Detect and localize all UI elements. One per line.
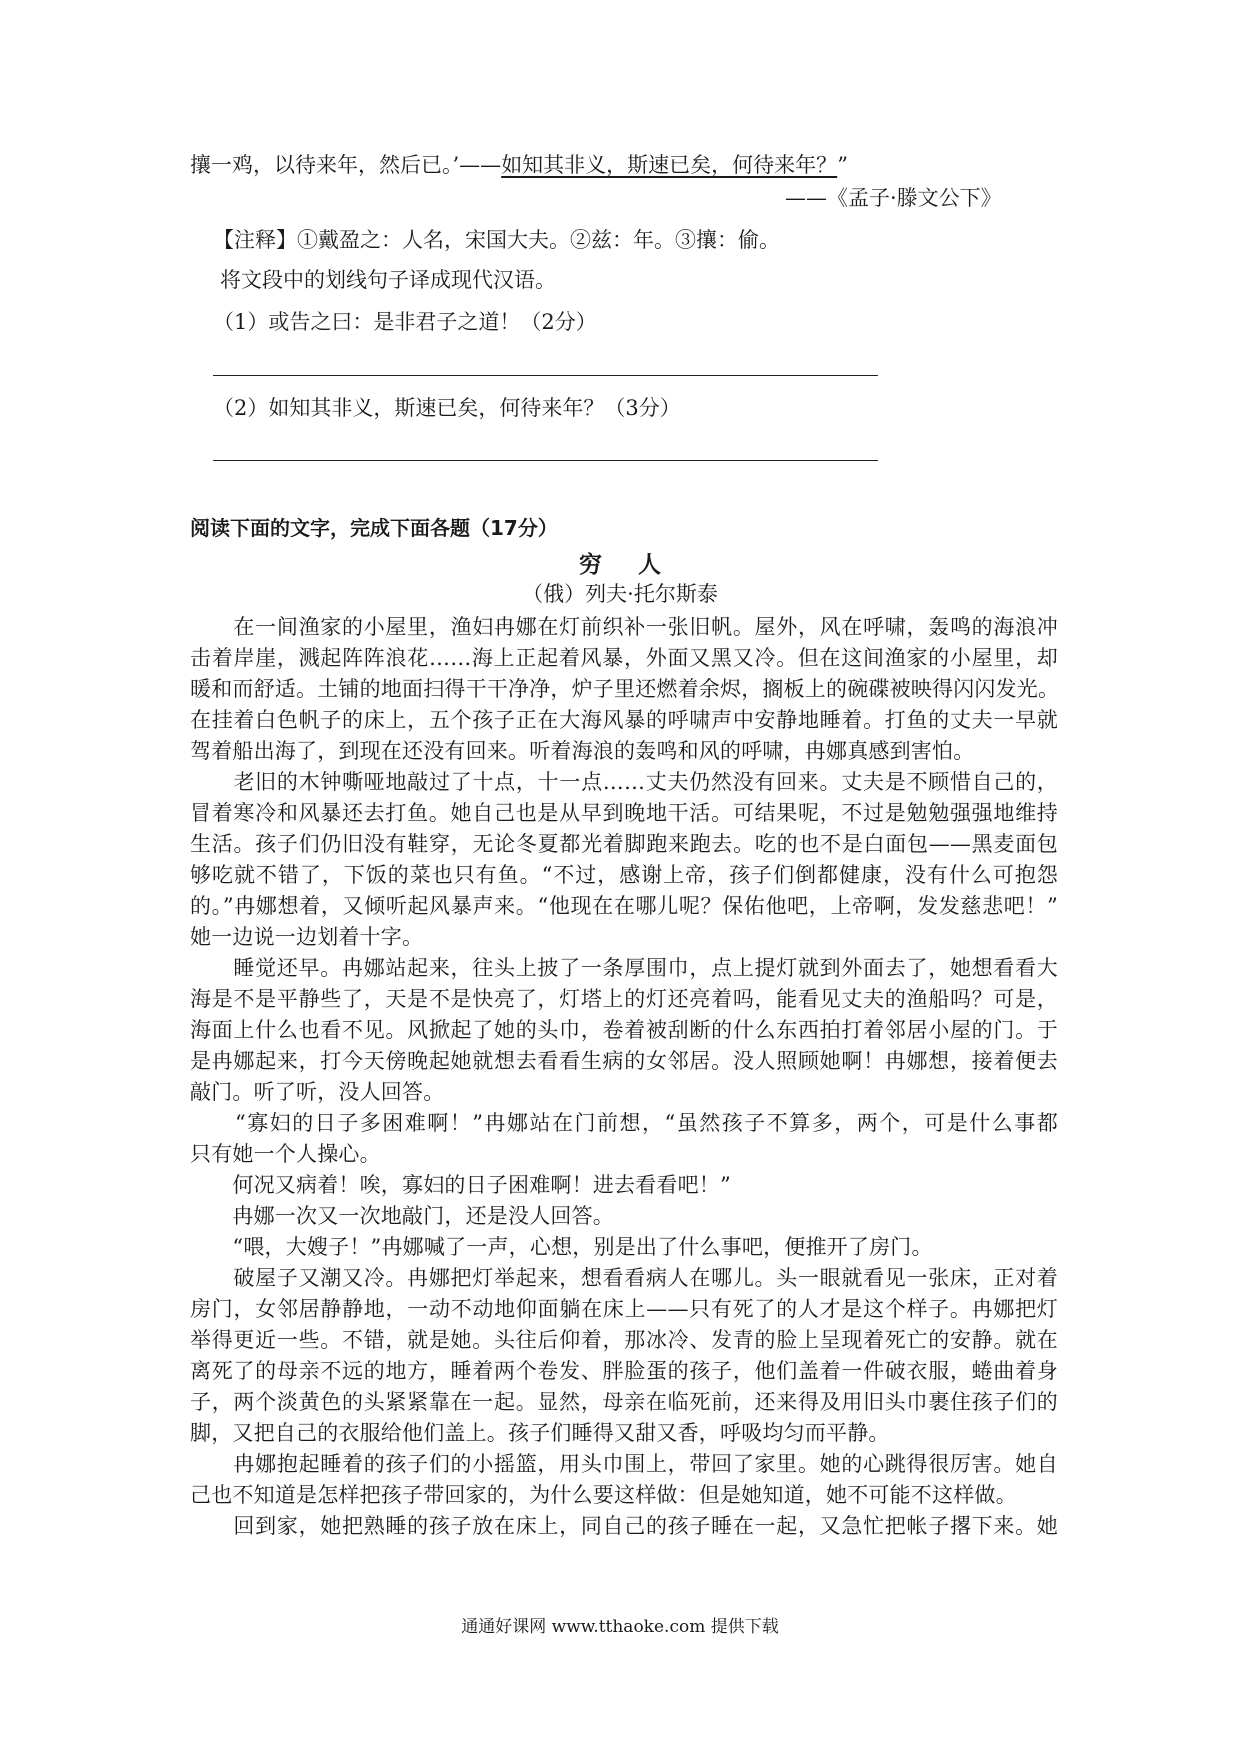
story-line: 击着岸崖，溅起阵阵浪花……海上正起着风暴，外面又黑又冷。但在这间渔家的小屋里，却: [190, 646, 1058, 670]
story-line: 只有她一个人操心。: [190, 1142, 381, 1166]
translation-instruction: 将文段中的划线句子译成现代汉语。: [220, 268, 556, 292]
passage-note: 【注释】①戴盈之：人名，宋国大夫。②兹：年。③攘：偷。: [213, 228, 780, 252]
story-line: 海面上什么也看不见。风掀起了她的头巾，卷着被刮断的什么东西拍打着邻居小屋的门。于: [190, 1018, 1058, 1042]
passage-quote-line: [190, 150, 848, 180]
story-title: 穷人: [579, 552, 697, 578]
story-line: 破屋子又潮又冷。冉娜把灯举起来，想看看病人在哪儿。头一眼就看见一张床，正对着: [190, 1266, 1058, 1290]
quote-underlined-sentence: 如知其非义，斯速已矣，何待来年？: [501, 153, 838, 177]
story-line: 海是不是平静些了，天是不是快亮了，灯塔上的灯还亮着吗，能看见丈夫的渔船吗？可是，: [190, 987, 1058, 1011]
story-line: 在挂着白色帆子的床上，五个孩子正在大海风暴的呼啸声中安静地睡着。打鱼的丈夫一早就: [190, 708, 1058, 732]
quote-suffix: ”: [837, 153, 848, 177]
story-line: “喂，大嫂子！”冉娜喊了一声，心想，别是出了什么事吧，便推开了房门。: [190, 1235, 933, 1259]
story-line: 子，两个淡黄色的头紧紧靠在一起。显然，母亲在临死前，还来得及用旧头巾裹住孩子们的: [190, 1390, 1058, 1414]
story-line: 脚，又把自己的衣服给他们盖上。孩子们睡得又甜又香，呼吸均匀而平静。: [190, 1421, 890, 1445]
section-heading: 阅读下面的文字，完成下面各题（17分）: [190, 516, 558, 540]
story-author: （俄）列夫·托尔斯泰: [522, 582, 718, 606]
page-footer: 通通好课网 www.tthaoke.com 提供下载: [461, 1617, 779, 1637]
story-line: 睡觉还早。冉娜站起来，往头上披了一条厚围巾，点上提灯就到外面去了，她想看看大: [190, 956, 1058, 980]
answer-line-1[interactable]: [213, 375, 878, 376]
story-line: 己也不知道是怎样把孩子带回家的，为什么要这样做：但是她知道，她不可能不这样做。: [190, 1483, 1017, 1507]
story-line: 冉娜抱起睡着的孩子们的小摇篮，用头巾围上，带回了家里。她的心跳得很厉害。她自: [190, 1452, 1058, 1476]
story-line: 举得更近一些。不错，就是她。头往后仰着，那冰冷、发青的脸上呈现着死亡的安静。就在: [190, 1328, 1058, 1352]
question-2: （2）如知其非义，斯速已矣，何待来年？（3分）: [213, 396, 681, 420]
story-line: 敲门。听了听，没人回答。: [190, 1080, 445, 1104]
story-line: 驾着船出海了，到现在还没有回来。听着海浪的轰鸣和风的呼啸，冉娜真感到害怕。: [190, 739, 975, 763]
story-line: 的。”冉娜想着，又倾听起风暴声来。“他现在在哪儿呢？保佑他吧，上帝啊，发发慈悲吧！”: [190, 894, 1058, 918]
story-line: 冉娜一次又一次地敲门，还是没人回答。: [190, 1204, 614, 1228]
story-line: 回到家，她把熟睡的孩子放在床上，同自己的孩子睡在一起，又急忙把帐子撂下来。她: [190, 1514, 1058, 1538]
story-line: 离死了的母亲不远的地方，睡着两个卷发、胖脸蛋的孩子，他们盖着一件破衣服，蜷曲着身: [190, 1359, 1058, 1383]
story-line: 何况又病着！唉，寡妇的日子困难啊！进去看看吧！”: [190, 1173, 731, 1197]
story-line: 房门，女邻居静静地，一动不动地仰面躺在床上——只有死了的人才是这个样子。冉娜把灯: [190, 1297, 1058, 1321]
story-line: 她一边说一边划着十字。: [190, 925, 424, 949]
story-line: 生活。孩子们仍旧没有鞋穿，无论冬夏都光着脚跑来跑去。吃的也不是白面包——黑麦面包: [190, 832, 1058, 856]
answer-line-2[interactable]: [213, 460, 878, 461]
quote-prefix: 攘一鸡，以待来年，然后已。’——: [190, 153, 502, 177]
story-line: 在一间渔家的小屋里，渔妇冉娜在灯前织补一张旧帆。屋外，风在呼啸，轰鸣的海浪冲: [190, 615, 1058, 639]
story-line: “寡妇的日子多困难啊！”冉娜站在门前想，“虽然孩子不算多，两个，可是什么事都: [190, 1111, 1058, 1135]
story-line: 老旧的木钟嘶哑地敲过了十点，十一点……丈夫仍然没有回来。丈夫是不顾惜自己的，: [190, 770, 1058, 794]
story-line: 暖和而舒适。土铺的地面扫得干干净净，炉子里还燃着余烬，搁板上的碗碟被映得闪闪发光。: [190, 677, 1060, 701]
story-line: 是冉娜起来，打今天傍晚起她就想去看看生病的女邻居。没人照顾她啊！冉娜想，接着便去: [190, 1049, 1058, 1073]
story-line: 冒着寒冷和风暴还去打鱼。她自己也是从早到晚地干活。可结果呢，不过是勉勉强强地维持: [190, 801, 1058, 825]
question-1: （1）或告之曰：是非君子之道！（2分）: [213, 310, 597, 334]
passage-source: ——《孟子·滕文公下》: [785, 186, 1002, 210]
story-line: 够吃就不错了，下饭的菜也只有鱼。“不过，感谢上帝，孩子们倒都健康，没有什么可抱怨: [190, 863, 1058, 887]
